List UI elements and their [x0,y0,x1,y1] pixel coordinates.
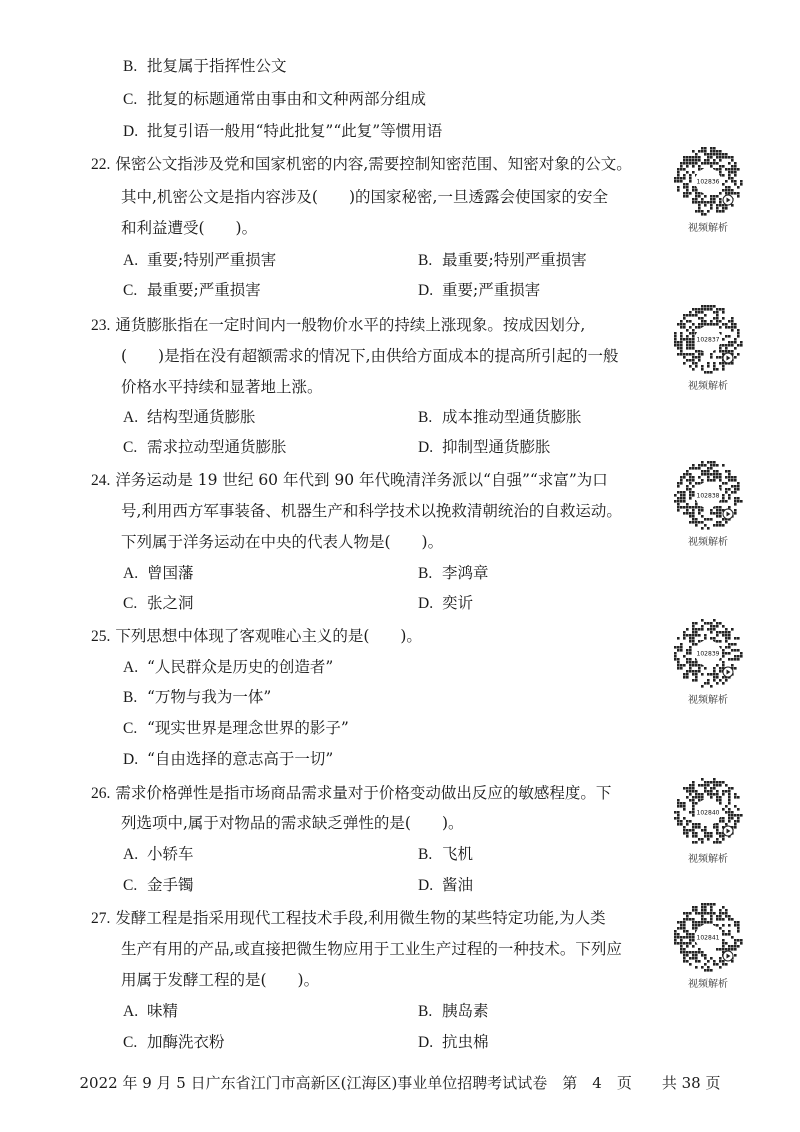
option-text: 批复的标题通常由事由和文种两部分组成 [147,90,427,108]
option-text: 加酶洗衣粉 [147,1033,225,1051]
question-24-stem-line: 下列属于洋务运动在中央的代表人物是( )。 [121,533,444,551]
option-label: C. [123,282,138,299]
option-label: D. [418,877,434,894]
option-c [123,716,349,738]
question-24-stem-line: 号,利用西方军事装备、机器生产和科学技术以挽救清朝统治的自救运动。 [121,502,622,520]
qr-code-icon[interactable] [673,618,743,688]
question-24-stem-line [91,468,608,490]
option-text: 飞机 [442,845,474,863]
question-text: 需求价格弹性是指市场商品需求量对于价格变动做出反应的敏感程度。下 [115,784,612,802]
option-c [123,87,426,109]
qr-code-number: 102839 [696,650,720,658]
qr-caption: 视频解析 [688,695,728,706]
question-text: 洋务运动是 19 世纪 60 年代到 90 年代晚清洋务派以“自强”“求富”为口 [115,471,608,489]
option-label: B. [418,846,433,863]
option-text: 抑制型通货膨胀 [442,438,551,456]
option-b [418,248,587,270]
question-27-stem-line: 生产有用的产品,或直接把微生物应用于工业生产过程的一种技术。下列应 [121,940,622,958]
option-text: 批复引语一般用“特此批复”“此复”等惯用语 [147,122,443,140]
option-label: D. [418,439,434,456]
question-23-stem-line [91,313,585,335]
option-label: C. [123,91,138,108]
option-text: 成本推动型通货膨胀 [442,408,582,426]
option-label: B. [123,689,138,706]
option-c [123,873,194,895]
page-footer: 2022 年 9 月 5 日广东省江门市高新区(江海区)事业单位招聘考试试卷 第 4 页 共 38 页 [79,1074,721,1092]
option-d [418,278,540,300]
option-b [123,54,287,76]
option-label: C. [123,720,138,737]
option-b [418,999,489,1021]
option-b [123,685,271,707]
option-label: A. [123,565,139,582]
qr-code-icon[interactable] [673,460,743,530]
question-23-stem-line: ( )是指在没有超额需求的情况下,由供给方面成本的提高所引起的一般 [121,347,619,365]
option-text: 批复属于指挥性公文 [147,57,287,75]
qr-code-icon[interactable] [673,777,743,847]
qr-code-number: 102840 [696,809,720,817]
option-label: B. [418,565,433,582]
question-number: 26. [91,785,111,802]
option-d [123,747,333,769]
question-25-stem-line [91,624,422,646]
qr-caption: 视频解析 [688,979,728,990]
question-number: 22. [91,156,111,173]
option-text: 最重要;特别严重损害 [442,251,587,269]
question-27-stem-line [91,906,606,928]
option-text: 酱油 [442,876,474,894]
option-text: 重要;特别严重损害 [147,251,277,269]
option-label: A. [123,846,139,863]
option-b [418,842,473,864]
qr-caption: 视频解析 [688,381,728,392]
option-text: 李鸿章 [442,564,489,582]
option-b [418,405,582,427]
option-a [123,561,194,583]
option-text: 小轿车 [147,845,194,863]
option-c [123,591,194,613]
question-number: 27. [91,910,111,927]
option-text: 曾国藩 [147,564,194,582]
option-text: 最重要;严重损害 [147,281,261,299]
option-text: 结构型通货膨胀 [147,408,256,426]
option-label: C. [123,439,138,456]
option-text: 需求拉动型通货膨胀 [147,438,287,456]
question-27-stem-line: 用属于发酵工程的是( )。 [121,971,320,989]
question-22-stem-line [91,152,632,174]
qr-code-number: 102838 [696,492,720,500]
option-d [418,435,551,457]
qr-code-number: 102841 [696,934,720,942]
question-number: 24. [91,472,111,489]
option-label: A. [123,659,139,676]
option-text: 抗虫棉 [442,1033,489,1051]
option-text: “现实世界是理念世界的影子” [147,719,349,737]
qr-caption: 视频解析 [688,223,728,234]
question-text: 通货膨胀指在一定时间内一般物价水平的持续上涨现象。按成因划分, [115,316,586,334]
option-a [123,655,333,677]
option-text: 味精 [147,1002,179,1020]
option-a [123,999,178,1021]
option-d [418,1030,489,1052]
option-text: “人民群众是历史的创造者” [147,658,334,676]
option-d [418,873,473,895]
option-label: D. [418,1034,434,1051]
option-text: 金手镯 [147,876,194,894]
option-c [123,278,261,300]
option-label: B. [418,409,433,426]
option-label: A. [123,1003,139,1020]
option-label: B. [418,1003,433,1020]
option-label: C. [123,877,138,894]
option-a [123,405,256,427]
option-label: D. [123,123,139,140]
qr-code-icon[interactable] [673,304,743,374]
option-label: C. [123,1034,138,1051]
option-text: “自由选择的意志高于一切” [147,750,334,768]
qr-code-icon[interactable] [673,902,743,972]
qr-caption: 视频解析 [688,854,728,865]
question-number: 25. [91,628,111,645]
option-text: 奕䜣 [442,594,474,612]
option-label: B. [123,58,138,75]
option-text: 胰岛素 [442,1002,489,1020]
option-d [123,119,442,141]
option-label: D. [418,595,434,612]
question-26-stem-line [91,781,611,803]
qr-code-number: 102837 [696,336,720,344]
option-label: D. [123,751,139,768]
option-c [123,435,287,457]
option-text: 重要;严重损害 [442,281,541,299]
question-number: 23. [91,317,111,334]
option-d [418,591,473,613]
option-label: C. [123,595,138,612]
option-label: B. [418,252,433,269]
option-a [123,842,194,864]
question-text: 发酵工程是指采用现代工程技术手段,利用微生物的某些特定功能,为人类 [115,909,606,927]
question-23-stem-line: 价格水平持续和显著地上涨。 [121,378,323,396]
question-22-stem-line: 其中,机密公文是指内容涉及( )的国家秘密,一旦透露会使国家的安全 [121,188,608,206]
qr-code-icon[interactable] [673,146,743,216]
qr-code-number: 102836 [696,178,720,186]
option-label: A. [123,252,139,269]
qr-caption: 视频解析 [688,537,728,548]
option-text: 张之洞 [147,594,194,612]
option-a [123,248,276,270]
option-c [123,1030,225,1052]
option-label: A. [123,409,139,426]
option-label: D. [418,282,434,299]
question-26-stem-line: 列选项中,属于对物品的需求缺乏弹性的是( )。 [121,814,464,832]
option-text: “万物与我为一体” [147,688,272,706]
question-text: 保密公文指涉及党和国家机密的内容,需要控制知密范围、知密对象的公文。 [115,155,632,173]
question-22-stem-line: 和利益遭受( )。 [121,219,258,237]
option-b [418,561,489,583]
question-text: 下列思想中体现了客观唯心主义的是( )。 [115,627,422,645]
